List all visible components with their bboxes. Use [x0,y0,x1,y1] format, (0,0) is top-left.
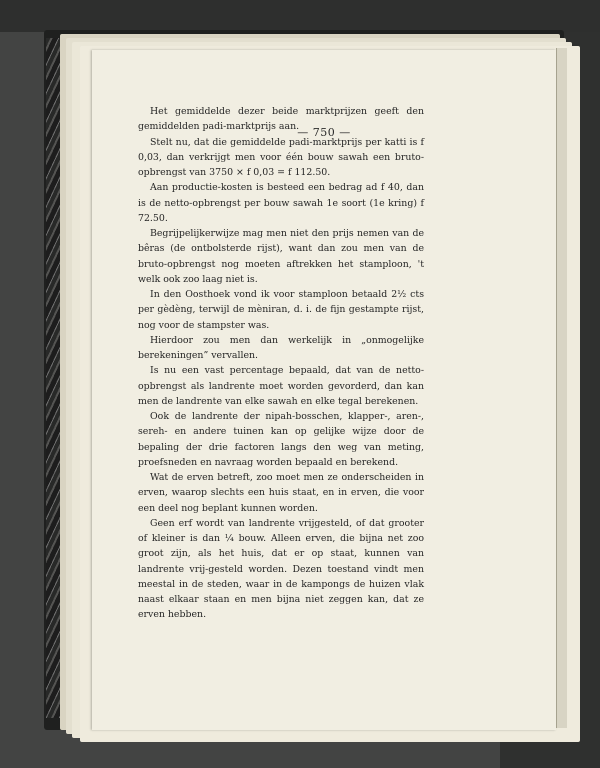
paragraph: Aan productie-kosten is besteed een bedrag ad f 40, dan is de netto-opbrengst per bouw sawah 1e soort (1e kring) f 72.50. [138,182,424,224]
paragraph: Geen erf wordt van landrente vrijgesteld, of dat grooter of kleiner is dan ¼ bouw. Alleen erven, die bijna net zoo groot zijn, als het huis, dat er op staat, kunnen van landrente vrij-gesteld worden. Dezen toestand vindt men meestal in de steden, waar in de kampongs de huizen vlak naast elkaar staan en men bijna niet zeggen kan, dat ze erven hebben. [138,517,424,621]
page-body-text [138,104,424,623]
page-number: — 750 — [297,126,351,139]
paragraph: Hierdoor zou men dan werkelijk in „onmogelijke berekeningen” vervallen. [138,334,424,361]
paragraph: In den Oosthoek vond ik voor stamploon betaald 2½ cts per gèdèng, terwijl de mèniran, d. i. de fijn gestampte rijst, nog voor de stampster was. [138,289,424,331]
paragraph: Is nu een vast percentage bepaald, dat van de netto-opbrengst als landrente moet worden gevorderd, dan kan men de landrente van elke sawah en elke tegal berekenen. [138,365,424,407]
facing-page-edge [556,48,567,728]
paragraph: Het gemiddelde dezer beide marktprijzen geeft den gemiddelden padi-marktprijs aan. [138,106,424,133]
paragraph: Wat de erven betreft, zoo moet men ze onderscheiden in erven, waarop slechts een huis staat, en in erven, die voor een deel nog beplant kunnen worden. [138,472,424,514]
top-backdrop [0,0,600,32]
paragraph: Stelt nu, dat die gemiddelde padi-marktprijs per katti is f 0,03, dan verkrijgt men voor één bouw sawah een bruto-opbrengst van 3750 × f 0,03 = f 112.50. [138,136,424,178]
paragraph: Ook de landrente der nipah-bosschen, klapper-, aren-, sereh- en andere tuinen kan op gelijke wijze door de bepaling der drie factoren langs den weg van meting, proefsneden en navraag worden bepaald en berekend. [138,411,424,468]
paragraph: Begrijpelijkerwijze mag men niet den prijs nemen van de bêras (de ontbolsterde rijst), want dan zou men van de bruto-opbrengst nog moeten aftrekken het stamploon, 't welk ook zoo laag niet is. [138,228,424,285]
